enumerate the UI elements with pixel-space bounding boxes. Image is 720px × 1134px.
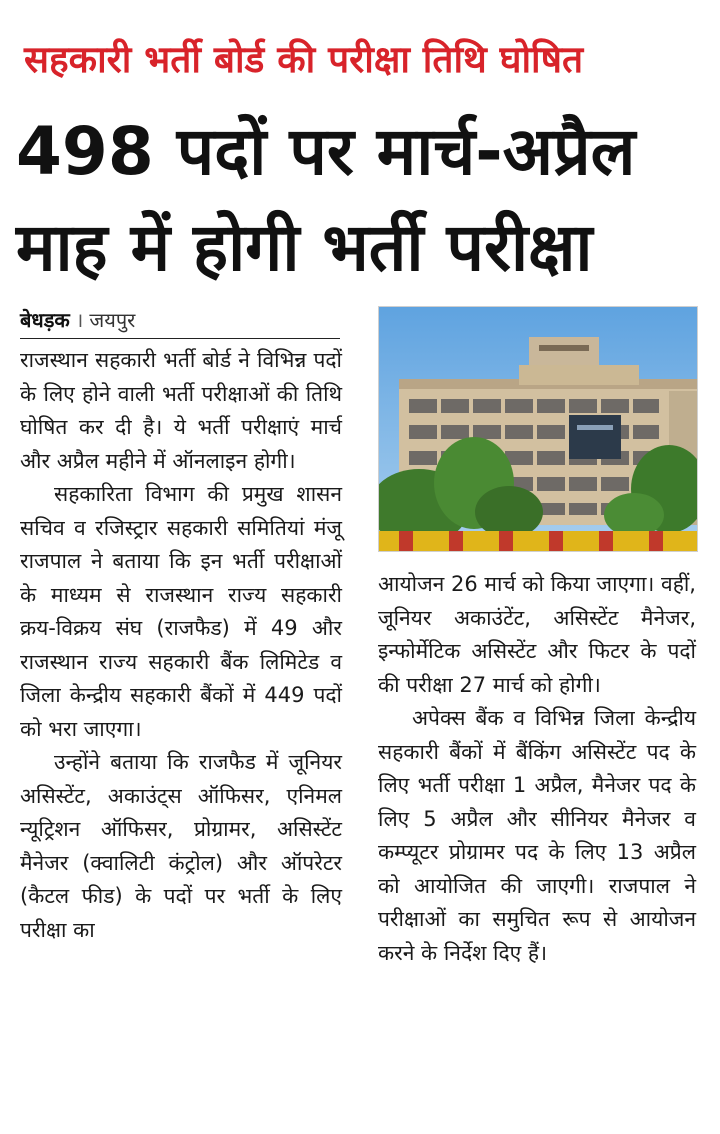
dateline-separator: । <box>75 308 84 332</box>
headline-line-1: 498 पदों पर मार्च-अप्रैल <box>16 113 636 190</box>
dateline-brand: बेधड़क <box>20 308 70 332</box>
dateline-city: जयपुर <box>89 308 136 332</box>
article-column-left <box>20 344 342 947</box>
article-paragraph: अपेक्स बैंक व विभिन्न जिला केन्द्रीय सहकारी बैंकों में बैंकिंग असिस्टेंट पद के लिए भर्ती परीक्षा 1 अप्रैल, मैनेजर पद के लिए 5 अप्रैल और सीनियर मैनेजर व कम्प्यूटर प्रोग्रामर पद के लिए 13 अप्रैल को आयोजित की जाएगी। राजपाल ने परीक्षाओं का समुचित रूप से आयोजन करने के निर्देश दिए हैं। <box>378 706 696 965</box>
article-paragraph: आयोजन 26 मार्च को किया जाएगा। वहीं, जूनियर अकाउंटेंट, असिस्टेंट मैनेजर, इन्फोर्मेटिक असिस्टेंट और फिटर के पदों की परीक्षा 27 मार्च को होगी। <box>378 572 696 697</box>
kicker-headline: सहकारी भर्ती बोर्ड की परीक्षा तिथि घोषित <box>24 38 584 81</box>
building-photo <box>378 306 698 552</box>
main-headline <box>16 104 706 296</box>
article-paragraph: उन्होंने बताया कि राजफैड में जूनियर असिस्टेंट, अकाउंट्स ऑफिसर, एनिमल न्यूट्रिशन ऑफिसर, प्रोग्रामर, असिस्टेंट मैनेजर (क्वालिटी कंट्रोल) और ऑपरेटर (कैटल फीड) के पदों पर भर्ती के लिए परीक्षा का <box>20 750 342 942</box>
headline-line-2: माह में होगी भर्ती परीक्षा <box>16 209 593 286</box>
article-paragraph: राजस्थान सहकारी भर्ती बोर्ड ने विभिन्न पदों के लिए होने वाली भर्ती परीक्षाओं की तिथि घोषित कर दी है। ये भर्ती परीक्षाएं मार्च और अप्रैल महीने में ऑनलाइन होगी। <box>20 348 342 473</box>
article-paragraph: सहकारिता विभाग की प्रमुख शासन सचिव व रजिस्ट्रार सहकारी समितियां मंजू राजपाल ने बताया कि इन भर्ती परीक्षाओं के माध्यम से राजस्थान राज्य सहकारी क्रय-विक्रय संघ (राजफैड) में 49 और राजस्थान राज्य सहकारी बैंक लिमिटेड व जिला केन्द्रीय सहकारी बैंकों में 449 पदों को भरा जाएगा। <box>20 482 342 741</box>
dateline <box>20 306 340 339</box>
article-column-right <box>378 568 696 970</box>
